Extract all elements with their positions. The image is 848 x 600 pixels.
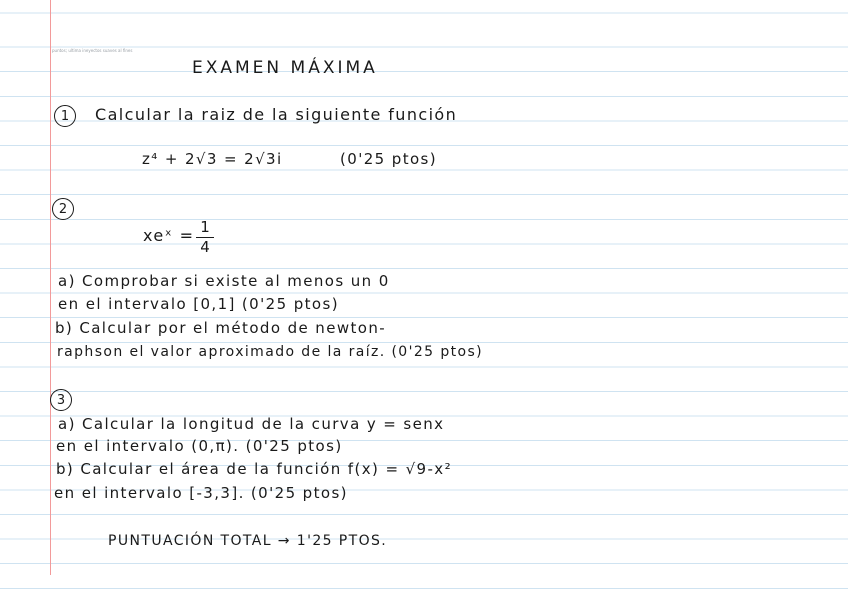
question-2a-line-2: en el intervalo [0,1] (0'25 ptos) bbox=[58, 295, 339, 313]
question-2-equation: xeˣ = bbox=[143, 226, 195, 245]
fraction-numerator: 1 bbox=[200, 218, 210, 236]
question-3b-line-1: b) Calcular el área de la función f(x) = √9-x² bbox=[56, 460, 452, 478]
question-1-points: (0'25 ptos) bbox=[340, 150, 438, 168]
question-1-statement: Calcular la raiz de la siguiente función bbox=[95, 105, 458, 124]
question-3a-line-1: a) Calcular la longitud de la curva y = senx bbox=[58, 415, 445, 433]
question-2-number: 2 bbox=[52, 198, 74, 220]
margin-line bbox=[50, 0, 51, 575]
exam-title: EXAMEN MÁXIMA bbox=[192, 58, 378, 78]
question-2a-line-1: a) Comprobar si existe al menos un 0 bbox=[58, 272, 390, 290]
question-3-number: 3 bbox=[50, 389, 72, 411]
question-1-equation: z⁴ + 2√3 = 2√3i bbox=[142, 150, 283, 168]
faint-header-text: puntos; ultima ineyectos suaves al fines bbox=[52, 48, 133, 53]
fraction-denominator: 4 bbox=[200, 238, 210, 257]
question-2b-line-1: b) Calcular por el método de newton- bbox=[55, 319, 387, 337]
question-1-number: 1 bbox=[54, 105, 76, 127]
question-2-fraction bbox=[196, 220, 214, 255]
total-score: PUNTUACIÓN TOTAL → 1'25 PTOS. bbox=[108, 533, 388, 549]
question-3b-line-2: en el intervalo [-3,3]. (0'25 ptos) bbox=[54, 484, 348, 502]
question-3a-line-2: en el intervalo (0,π). (0'25 ptos) bbox=[56, 437, 343, 455]
question-2b-line-2: raphson el valor aproximado de la raíz. (0'25 ptos) bbox=[57, 344, 484, 360]
